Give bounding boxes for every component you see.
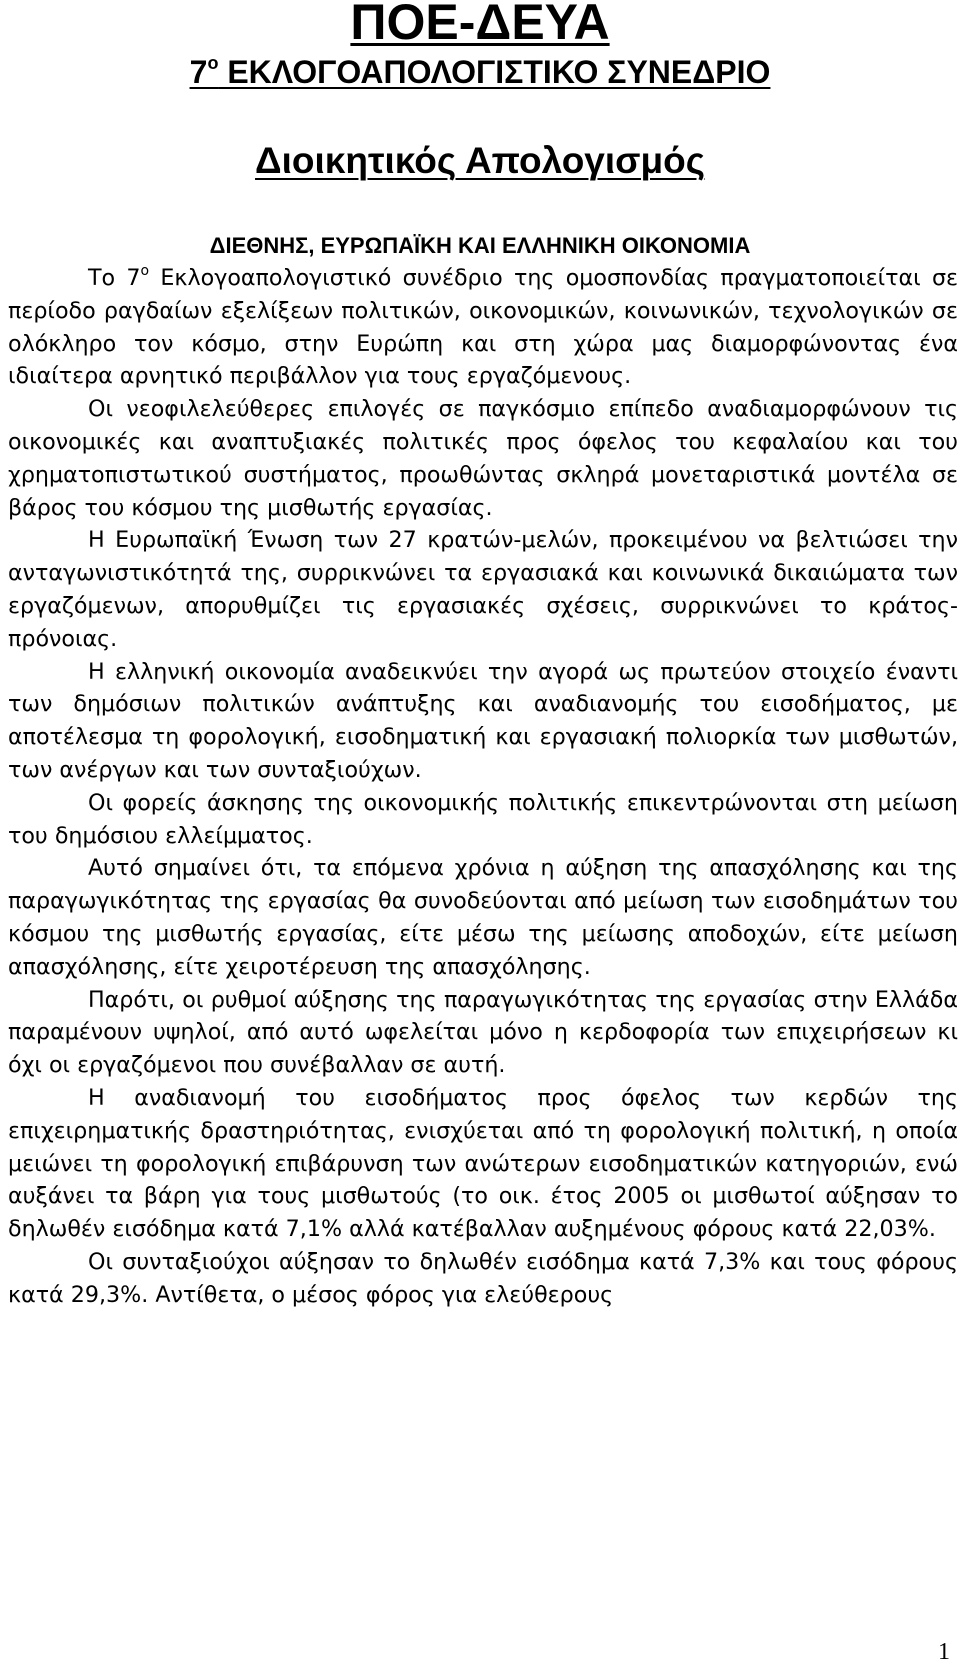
- paragraph-4: Η ελληνική οικονομία αναδεικνύει την αγορά ως πρωτεύον στοιχείο έναντι των δημόσιων πολιτικών ανάπτυξης και αναδιανομής του εισοδήματος, με αποτέλεσμα τη φορολογική, εισοδηματική και εργασιακή πολιορκία των μισθωτών, των ανέργων και των συνταξιούχων.: [8, 658, 958, 783]
- paragraph-1-superscript: ο: [140, 263, 150, 279]
- paragraph-9: Οι συνταξιούχοι αύξησαν το δηλωθέν εισόδημα κατά 7,3% και τους φόρους κατά 29,3%. Αντίθετα, ο μέσος φόρος για ελεύθερους: [8, 1248, 958, 1308]
- paragraph-1-prefix: Το 7: [88, 265, 141, 291]
- page-number: 1: [938, 1639, 950, 1665]
- section-title: ΔΙΕΘΝΗΣ, ΕΥΡΩΠΑΪΚΗ ΚΑΙ ΕΛΛΗΝΙΚΗ ΟΙΚΟΝΟΜΙΑ: [209, 233, 751, 258]
- paragraph-3: Η Ευρωπαϊκή Ένωση των 27 κρατών-μελών, προκειμένου να βελτιώσει την ανταγωνιστικότητά της, συρρικνώνει τα εργασιακά και κοινωνικά δικαιώματα των εργαζόμενων, απορυθμίζει τις εργασιακές σχέσεις, συρρικνώνει το κράτος-πρόνοιας.: [8, 527, 958, 652]
- document-title-text: ΠΟΕ-ΔΕΥΑ: [350, 0, 610, 50]
- paragraph-1-rest: Εκλογοαπολογιστικό συνέδριο της ομοσπονδίας πραγματοποιείται σε περίοδο ραγδαίων εξελίξεων πολιτικών, οικονομικών, κοινωνικών, τεχνολογικών σε ολόκληρο τον κόσμο, στην Ευρώπη και στη χώρα μας διαμορφώνοντας ένα ιδιαίτερα αρνητικό περιβάλλον για τους εργαζόμενους.: [8, 265, 958, 390]
- congress-subtitle: [0, 52, 960, 92]
- congress-subtitle-text: [190, 54, 771, 90]
- congress-number: 7: [189, 54, 208, 90]
- paragraph-8: Η αναδιανομή του εισοδήματος προς όφελος των κερδών της επιχειρηματικής δραστηριότητας, ενισχύεται από τη φορολογική πολιτική, η οποία μειώνει τη φορολογική επιβάρυνση των ανώτερων εισοδηματικών κατηγοριών, ενώ αυξάνει τα βάρη για τους μισθωτούς (το οικ. έτος 2005 οι μισθωτοί αύξησαν το δηλωθέν εισόδημα κατά 7,1% αλλά κατέβαλλαν αυξημένους φόρους κατά 22,03%.: [8, 1084, 958, 1243]
- document-title: [0, 0, 960, 50]
- paragraph-5: Οι φορείς άσκησης της οικονομικής πολιτικής επικεντρώνονται στη μείωση του δημόσιου ελλείμματος.: [8, 789, 958, 849]
- paragraph-7: Παρότι, οι ρυθμοί αύξησης της παραγωγικότητας της εργασίας στην Ελλάδα παραμένουν υψηλοί, από αυτό ωφελείται μόνο η κερδοφορία των επιχειρήσεων κι όχι οι εργαζόμενοι που συνέβαλλαν σε αυτή.: [8, 986, 958, 1079]
- ordinal-superscript: ο: [207, 53, 219, 73]
- paragraph-6: Αυτό σημαίνει ότι, τα επόμενα χρόνια η αύξηση της απασχόλησης και της παραγωγικότητας της εργασίας θα συνοδεύονται από μείωση των εισοδημάτων του κόσμου της μισθωτής εργασίας, είτε μέσω της μείωσης αποδοχών, είτε μείωση απασχόλησης, είτε χειροτέρευση της απασχόλησης.: [8, 855, 958, 980]
- paragraph-1: [8, 262, 958, 393]
- paragraph-2: Οι νεοφιλελεύθερες επιλογές σε παγκόσμιο επίπεδο αναδιαμορφώνουν τις οικονομικές και αναπτυξιακές πολιτικές προς όφελος του κεφαλαίου και του χρηματοπιστωτικού συστήματος, προωθώντας σκληρά μονεταριστικά μοντέλα σε βάρος του κόσμου της μισθωτής εργασίας.: [8, 396, 958, 521]
- body-text: [8, 262, 958, 1312]
- report-heading-text: Διοικητικός Απολογισμός: [255, 140, 705, 181]
- report-heading: [0, 138, 960, 184]
- congress-subtitle-rest: ΕΚΛΟΓΟΑΠΟΛΟΓΙΣΤΙΚΟ ΣΥΝΕΔΡΙΟ: [218, 54, 771, 90]
